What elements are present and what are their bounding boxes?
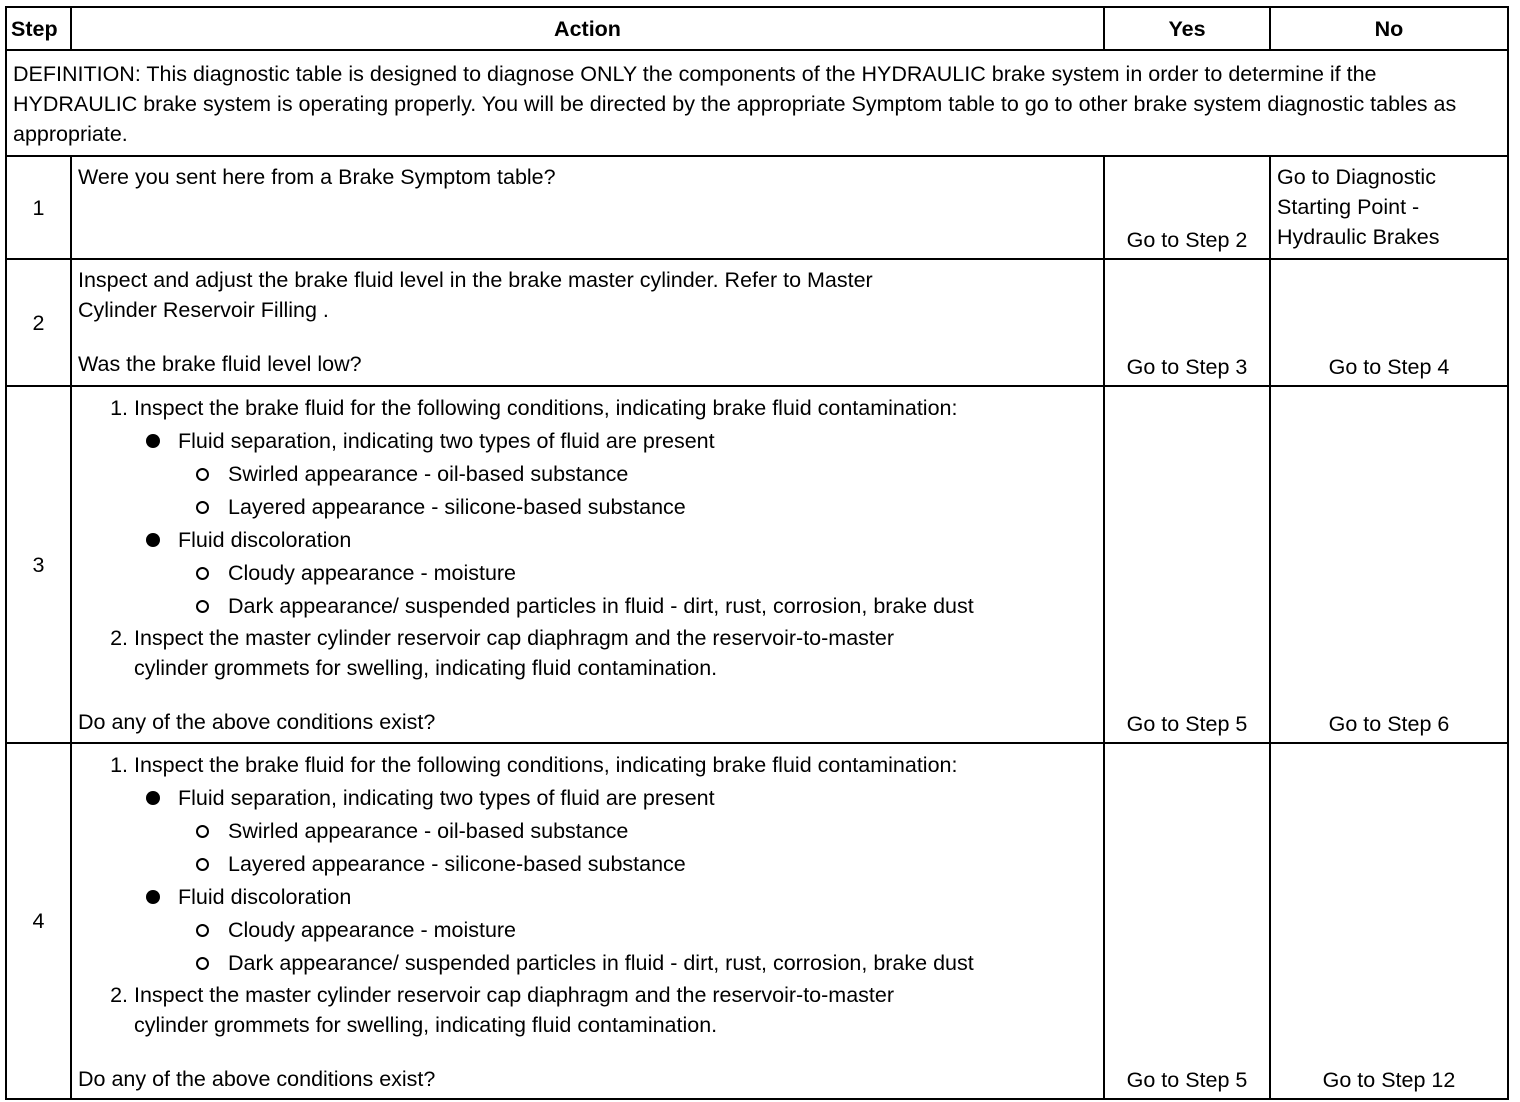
- action-cell: [71, 386, 1104, 743]
- action-cell: [71, 259, 1104, 386]
- yes-cell: [1104, 259, 1270, 386]
- no-link-line: Starting Point -: [1277, 195, 1420, 219]
- no-link-line: Go to Diagnostic: [1277, 165, 1436, 189]
- circle-bullet-icon: [196, 815, 214, 848]
- step-number: 1: [6, 156, 71, 259]
- list-item: 1. Inspect the brake fluid for the following conditions, indicating brake fluid contamination:: [78, 392, 1097, 425]
- list-item: Dark appearance/ suspended particles in fluid - dirt, rust, corrosion, brake dust: [78, 947, 1097, 980]
- no-link[interactable]: Go to Step 12: [1322, 1068, 1456, 1092]
- circle-bullet-icon: [196, 947, 214, 980]
- circle-bullet-icon: [196, 557, 214, 590]
- table-row-step-3: [6, 386, 1508, 743]
- list-item: Fluid separation, indicating two types of fluid are present: [78, 425, 1097, 458]
- item-number: 2.: [110, 983, 128, 1007]
- list-item: Cloudy appearance - moisture: [78, 914, 1097, 947]
- action-question: Was the brake fluid level low?: [78, 352, 362, 376]
- no-cell: [1270, 156, 1508, 259]
- list-item: Fluid discoloration: [78, 881, 1097, 914]
- circle-bullet-icon: [196, 848, 214, 881]
- no-cell: [1270, 259, 1508, 386]
- no-link[interactable]: Go to Step 4: [1328, 355, 1450, 379]
- table-row-step-2: [6, 259, 1508, 386]
- bullet-icon: [146, 524, 164, 542]
- action-cell: [71, 743, 1104, 1099]
- yes-cell: [1104, 743, 1270, 1099]
- yes-link[interactable]: Go to Step 5: [1126, 712, 1248, 736]
- circle-bullet-icon: [196, 914, 214, 947]
- table-row-step-1: [6, 156, 1508, 259]
- list-item-continuation: cylinder grommets for swelling, indicating fluid contamination.: [134, 656, 718, 680]
- no-link[interactable]: [1277, 162, 1507, 252]
- yes-link[interactable]: Go to Step 2: [1126, 228, 1248, 252]
- header-action: Action: [71, 7, 1104, 50]
- definition-row: [6, 50, 1508, 156]
- action-text-line: Inspect and adjust the brake fluid level in the brake master cylinder. Refer to Master: [78, 268, 873, 292]
- yes-cell: [1104, 156, 1270, 259]
- list-item: Fluid separation, indicating two types of fluid are present: [78, 782, 1097, 815]
- table-row-step-4: [6, 743, 1508, 1099]
- list-item: 2. Inspect the master cylinder reservoir cap diaphragm and the reservoir-to-master: [78, 980, 1097, 1010]
- action-text-line: Cylinder Reservoir Filling .: [78, 298, 329, 322]
- yes-link[interactable]: Go to Step 5: [1126, 1068, 1248, 1092]
- action-question: Were you sent here from a Brake Symptom table?: [78, 165, 556, 189]
- item-number: 1.: [110, 396, 128, 420]
- item-number: 2.: [110, 626, 128, 650]
- bullet-icon: [146, 425, 164, 443]
- circle-bullet-icon: [196, 590, 214, 623]
- step-number: 2: [6, 259, 71, 386]
- list-item: Layered appearance - silicone-based substance: [78, 848, 1097, 881]
- header-yes: Yes: [1104, 7, 1270, 50]
- circle-bullet-icon: [196, 491, 214, 524]
- list-item: Layered appearance - silicone-based substance: [78, 491, 1097, 524]
- no-cell: [1270, 386, 1508, 743]
- list-item: 2. Inspect the master cylinder reservoir cap diaphragm and the reservoir-to-master: [78, 623, 1097, 653]
- yes-link[interactable]: Go to Step 3: [1126, 355, 1248, 379]
- step-number: 3: [6, 386, 71, 743]
- no-cell: [1270, 743, 1508, 1099]
- list-item-continuation: cylinder grommets for swelling, indicating fluid contamination.: [134, 1013, 718, 1037]
- action-question: Do any of the above conditions exist?: [78, 1067, 436, 1091]
- definition-text: DEFINITION: This diagnostic table is designed to diagnose ONLY the components of the HYDRAULIC brake system in order to determine if the HYDRAULIC brake system is operating properly. You will be directed by the appropriate Symptom table to go to other brake system diagnostic tables as appropriate.: [6, 50, 1508, 156]
- no-link[interactable]: Go to Step 6: [1328, 712, 1450, 736]
- bullet-icon: [146, 782, 164, 800]
- header-no: No: [1270, 7, 1508, 50]
- header-row: [6, 7, 1508, 50]
- bullet-icon: [146, 881, 164, 899]
- header-step: Step: [6, 7, 71, 50]
- list-item: Cloudy appearance - moisture: [78, 557, 1097, 590]
- step-number: 4: [6, 743, 71, 1099]
- circle-bullet-icon: [196, 458, 214, 491]
- list-item: Fluid discoloration: [78, 524, 1097, 557]
- no-link-line: Hydraulic Brakes: [1277, 225, 1440, 249]
- list-item: 1. Inspect the brake fluid for the following conditions, indicating brake fluid contamination:: [78, 749, 1097, 782]
- yes-cell: [1104, 386, 1270, 743]
- list-item: Swirled appearance - oil-based substance: [78, 458, 1097, 491]
- list-item: Dark appearance/ suspended particles in fluid - dirt, rust, corrosion, brake dust: [78, 590, 1097, 623]
- item-number: 1.: [110, 753, 128, 777]
- list-item: Swirled appearance - oil-based substance: [78, 815, 1097, 848]
- action-cell: [71, 156, 1104, 259]
- action-question: Do any of the above conditions exist?: [78, 710, 436, 734]
- diagnostic-table: [5, 6, 1509, 1100]
